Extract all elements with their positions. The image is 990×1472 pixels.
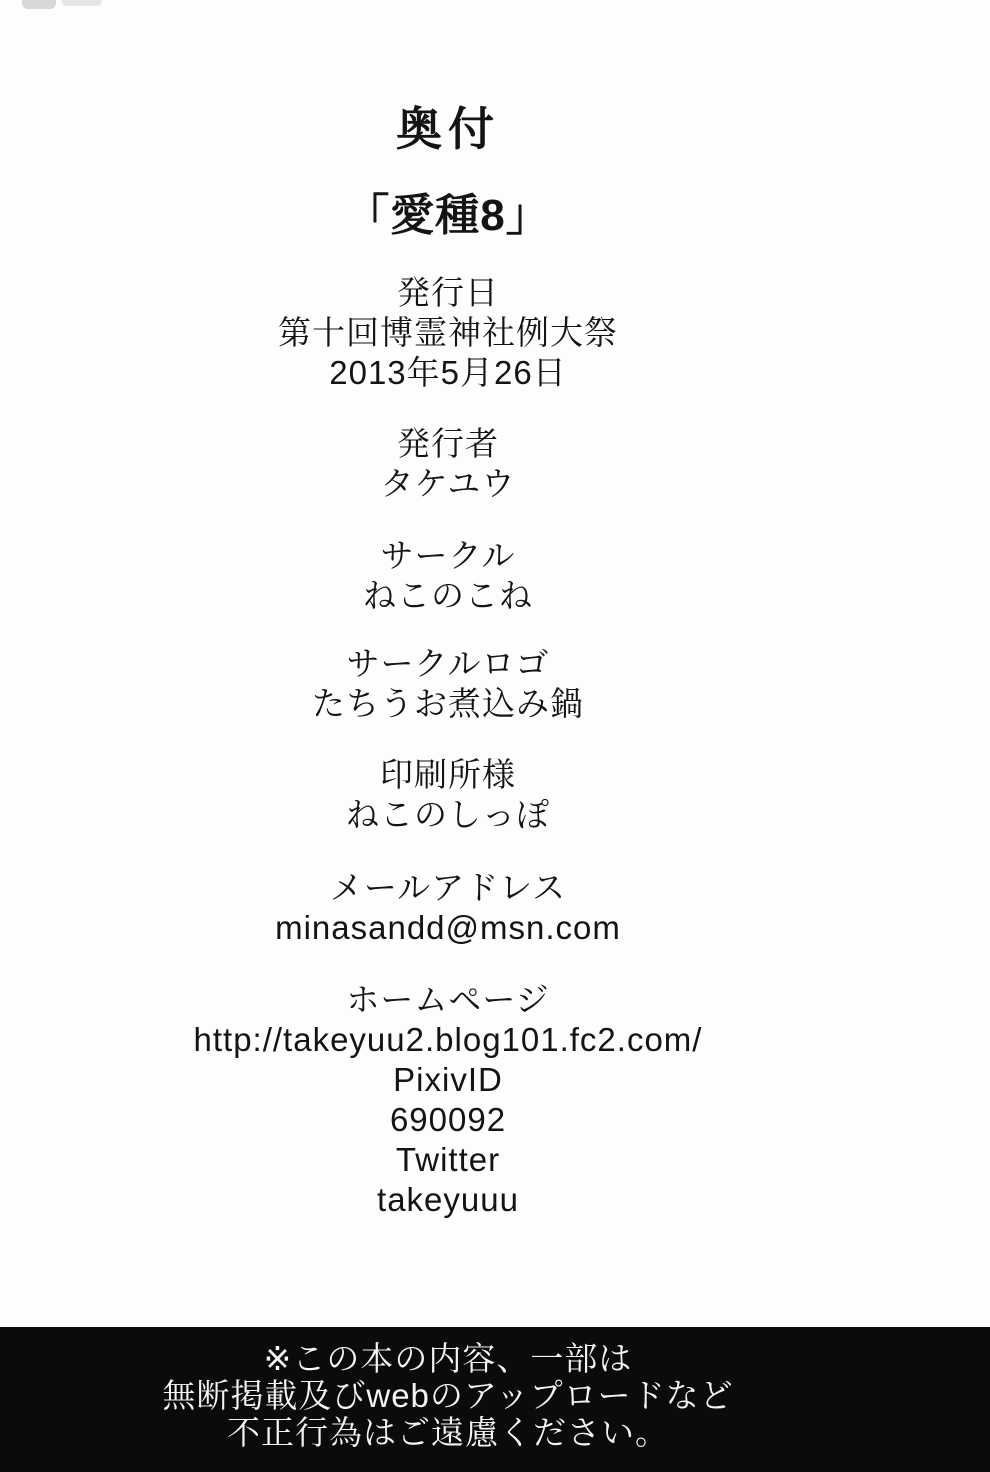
section-label: メールアドレス [329,869,567,906]
section-value: takeyuuu [377,1181,519,1218]
section-value: タケユウ [380,465,516,502]
notice-line: ※この本の内容、一部は [263,1340,633,1377]
section-publisher [0,424,896,504]
notice-line: 無断掲載及びwebのアップロードなど [162,1377,734,1414]
section-label: 発行者 [397,425,499,462]
section-value email-address: minasandd@msn.com [275,909,621,946]
notice-line: 不正行為はご遠慮ください。 [227,1414,669,1451]
section-value homepage-url: http://takeyuu2.blog101.fc2.com/ [193,1021,703,1058]
section-value: 2013年5月26日 [329,354,567,391]
section-label: サークル [380,537,516,574]
section-value: ねこのこね [363,577,533,614]
section-label: 印刷所様 [380,756,516,793]
section-label: Twitter [395,1141,501,1178]
copyright-notice [0,1340,896,1451]
section-printer [0,755,896,835]
section-twitter [0,1140,896,1220]
notice-bar [0,1327,990,1472]
section-label: PixivID [393,1061,503,1098]
page-title: 奥付 [396,103,500,155]
section-value: 690092 [389,1101,507,1138]
section-value: たちうお煮込み鍋 [312,685,584,722]
section-label: ホームページ [346,981,550,1018]
section-circle-logo [0,644,896,724]
book-title: 「愛種8」 [345,191,551,240]
section-publication-date [0,273,896,393]
section-label: 発行日 [397,274,499,311]
section-label: サークルロゴ [346,645,550,682]
section-pixiv-id [0,1060,896,1140]
section-value: 第十回博霊神社例大祭 [278,314,618,351]
section-homepage [0,980,896,1060]
section-email [0,868,896,948]
section-value: ねこのしっぽ [346,796,550,833]
section-circle [0,536,896,616]
